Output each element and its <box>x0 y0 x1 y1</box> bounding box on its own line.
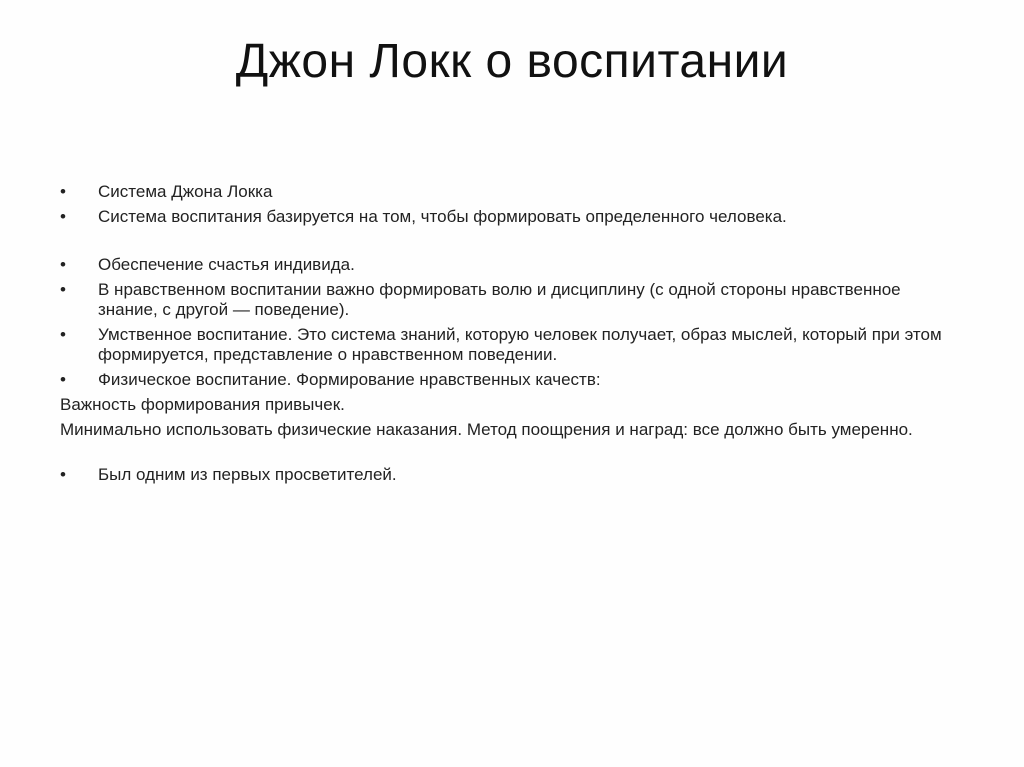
bullet-icon: • <box>60 370 66 389</box>
bullet-text: Обеспечение счастья индивида. <box>98 255 355 274</box>
bullet-icon: • <box>60 182 66 201</box>
bullet-item <box>60 370 960 390</box>
bullet-icon: • <box>60 255 66 274</box>
bullet-text: Умственное воспитание. Это система знаний, которую человек получает, образ мыслей, который при этом формируется, представление о нравственном поведении. <box>98 325 942 364</box>
bullet-icon: • <box>60 465 66 484</box>
bullet-item <box>60 325 960 365</box>
bullet-icon: • <box>60 207 66 226</box>
plain-line: Важность формирования привычек. <box>60 395 345 414</box>
bullet-item <box>60 255 960 275</box>
bullet-item <box>60 280 960 320</box>
bullet-item <box>60 182 960 202</box>
bullet-icon: • <box>60 280 66 299</box>
bullet-text: В нравственном воспитании важно формировать волю и дисциплину (с одной стороны нравственное знание, с другой — поведение). <box>98 280 901 319</box>
bullet-item <box>60 465 960 485</box>
plain-line: Минимально использовать физические наказания. Метод поощрения и наград: все должно быть умеренно. <box>60 420 913 439</box>
slide-content <box>60 182 960 485</box>
bullet-text: Физическое воспитание. Формирование нравственных качеств: <box>98 370 601 389</box>
slide-title: Джон Локк о воспитании <box>235 35 789 88</box>
bullet-text: Был одним из первых просветителей. <box>98 465 397 484</box>
bullet-item <box>60 207 960 227</box>
bullet-text: Система воспитания базируется на том, чтобы формировать определенного человека. <box>98 207 787 226</box>
bullet-icon: • <box>60 325 66 344</box>
bullet-text: Система Джона Локка <box>98 182 273 201</box>
